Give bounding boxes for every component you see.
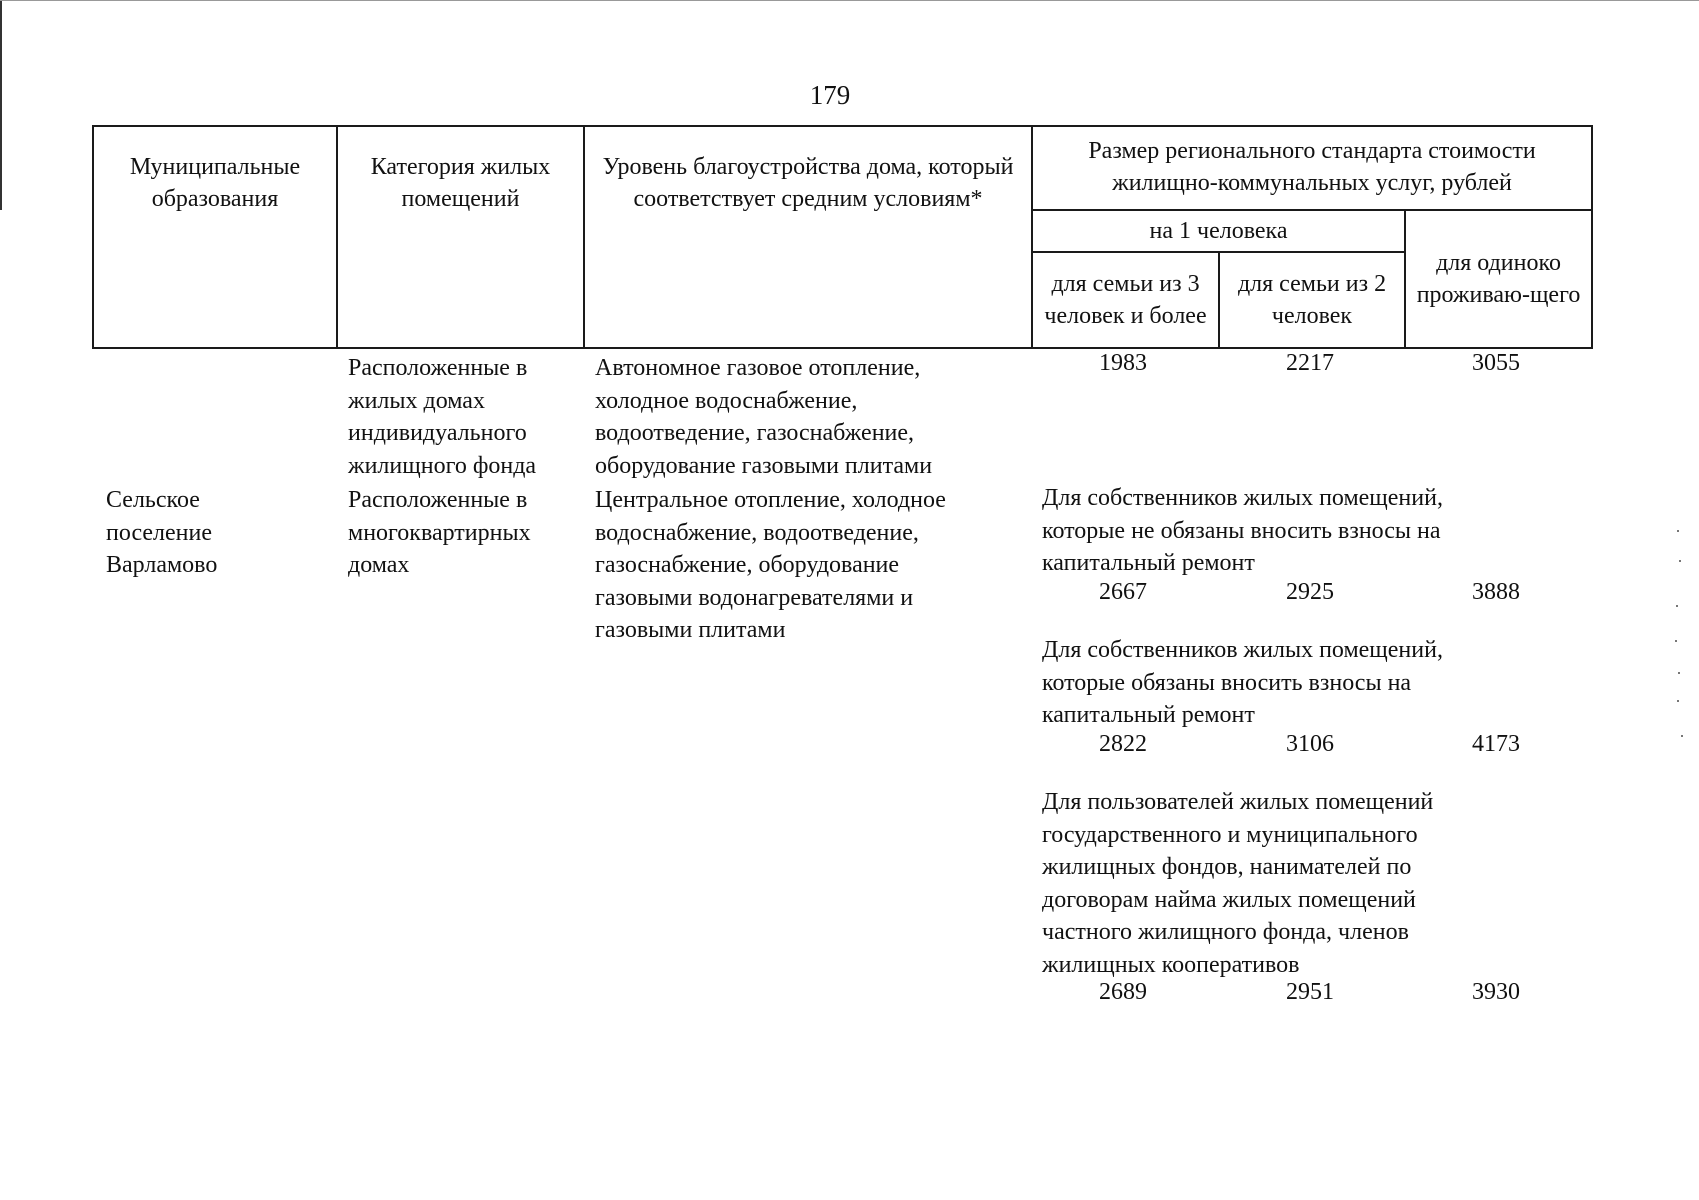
group3-value-family-3plus: 2689 xyxy=(1099,979,1147,1005)
group1-label: Для собственников жилых помещений, которые не обязаны вносить взносы на капитальный ремонт xyxy=(1042,485,1443,576)
row1-value-single: 3055 xyxy=(1472,350,1520,376)
group2-value-family-3plus: 2822 xyxy=(1099,731,1147,757)
group3-value-family-2: 2951 xyxy=(1286,979,1334,1005)
scan-speck xyxy=(1678,672,1680,674)
scan-speck xyxy=(1676,605,1678,607)
scan-speck xyxy=(1677,530,1679,532)
row2-category: Расположенные в многоквартирных домах xyxy=(348,487,531,578)
row1-value-family-2: 2217 xyxy=(1286,350,1334,376)
row1-value-family-3plus: 1983 xyxy=(1099,350,1147,376)
municipality-name: Сельское поселение Варламово xyxy=(106,487,218,578)
group2-value-family-2: 3106 xyxy=(1286,731,1334,757)
header-category: Категория жилых помещений xyxy=(337,126,584,348)
scan-speck xyxy=(1677,700,1679,702)
scan-edge-top xyxy=(0,0,1699,1)
row1-category: Расположенные в жилых домах индивидуального жилищного фонда xyxy=(348,355,537,479)
row2-level: Центральное отопление, холодное водоснабжение, водоотведение, газоснабжение, оборудование газовыми водонагревателями и газовыми плитами xyxy=(595,487,946,643)
scan-speck xyxy=(1675,640,1677,642)
scan-speck xyxy=(1681,735,1683,737)
group3-label: Для пользователей жилых помещений государственного и муниципального жилищных фондов, нанимателей по договорам найма жилых помещений частного жилищного фонда, членов жилищных кооперативов xyxy=(1042,789,1434,978)
group2-value-single: 4173 xyxy=(1472,731,1520,757)
scan-speck xyxy=(1679,560,1681,562)
group1-value-single: 3888 xyxy=(1472,579,1520,605)
header-level: Уровень благоустройства дома, который соответствует средним условиям* xyxy=(584,126,1032,348)
header-municipalities: Муниципальные образования xyxy=(93,126,337,348)
row1-level: Автономное газовое отопление, холодное водоснабжение, водоотведение, газоснабжение, оборудование газовыми плитами xyxy=(595,355,933,479)
page-number: 179 xyxy=(809,80,851,110)
group2-label: Для собственников жилых помещений, которые обязаны вносить взносы на капитальный ремонт xyxy=(1042,637,1443,728)
header-single-resident: для одиноко проживаю-щего xyxy=(1405,210,1592,348)
header-family-2: для семьи из 2 человек xyxy=(1219,252,1405,348)
scan-edge-left xyxy=(0,0,2,210)
group1-value-family-2: 2925 xyxy=(1286,579,1334,605)
header-family-3plus: для семьи из 3 человек и более xyxy=(1032,252,1219,348)
header-standard-size: Размер регионального стандарта стоимости жилищно-коммунальных услуг, рублей xyxy=(1032,126,1592,210)
header-per-person: на 1 человека xyxy=(1032,210,1405,252)
group1-value-family-3plus: 2667 xyxy=(1099,579,1147,605)
group3-value-single: 3930 xyxy=(1472,979,1520,1005)
table-header xyxy=(92,125,1593,349)
